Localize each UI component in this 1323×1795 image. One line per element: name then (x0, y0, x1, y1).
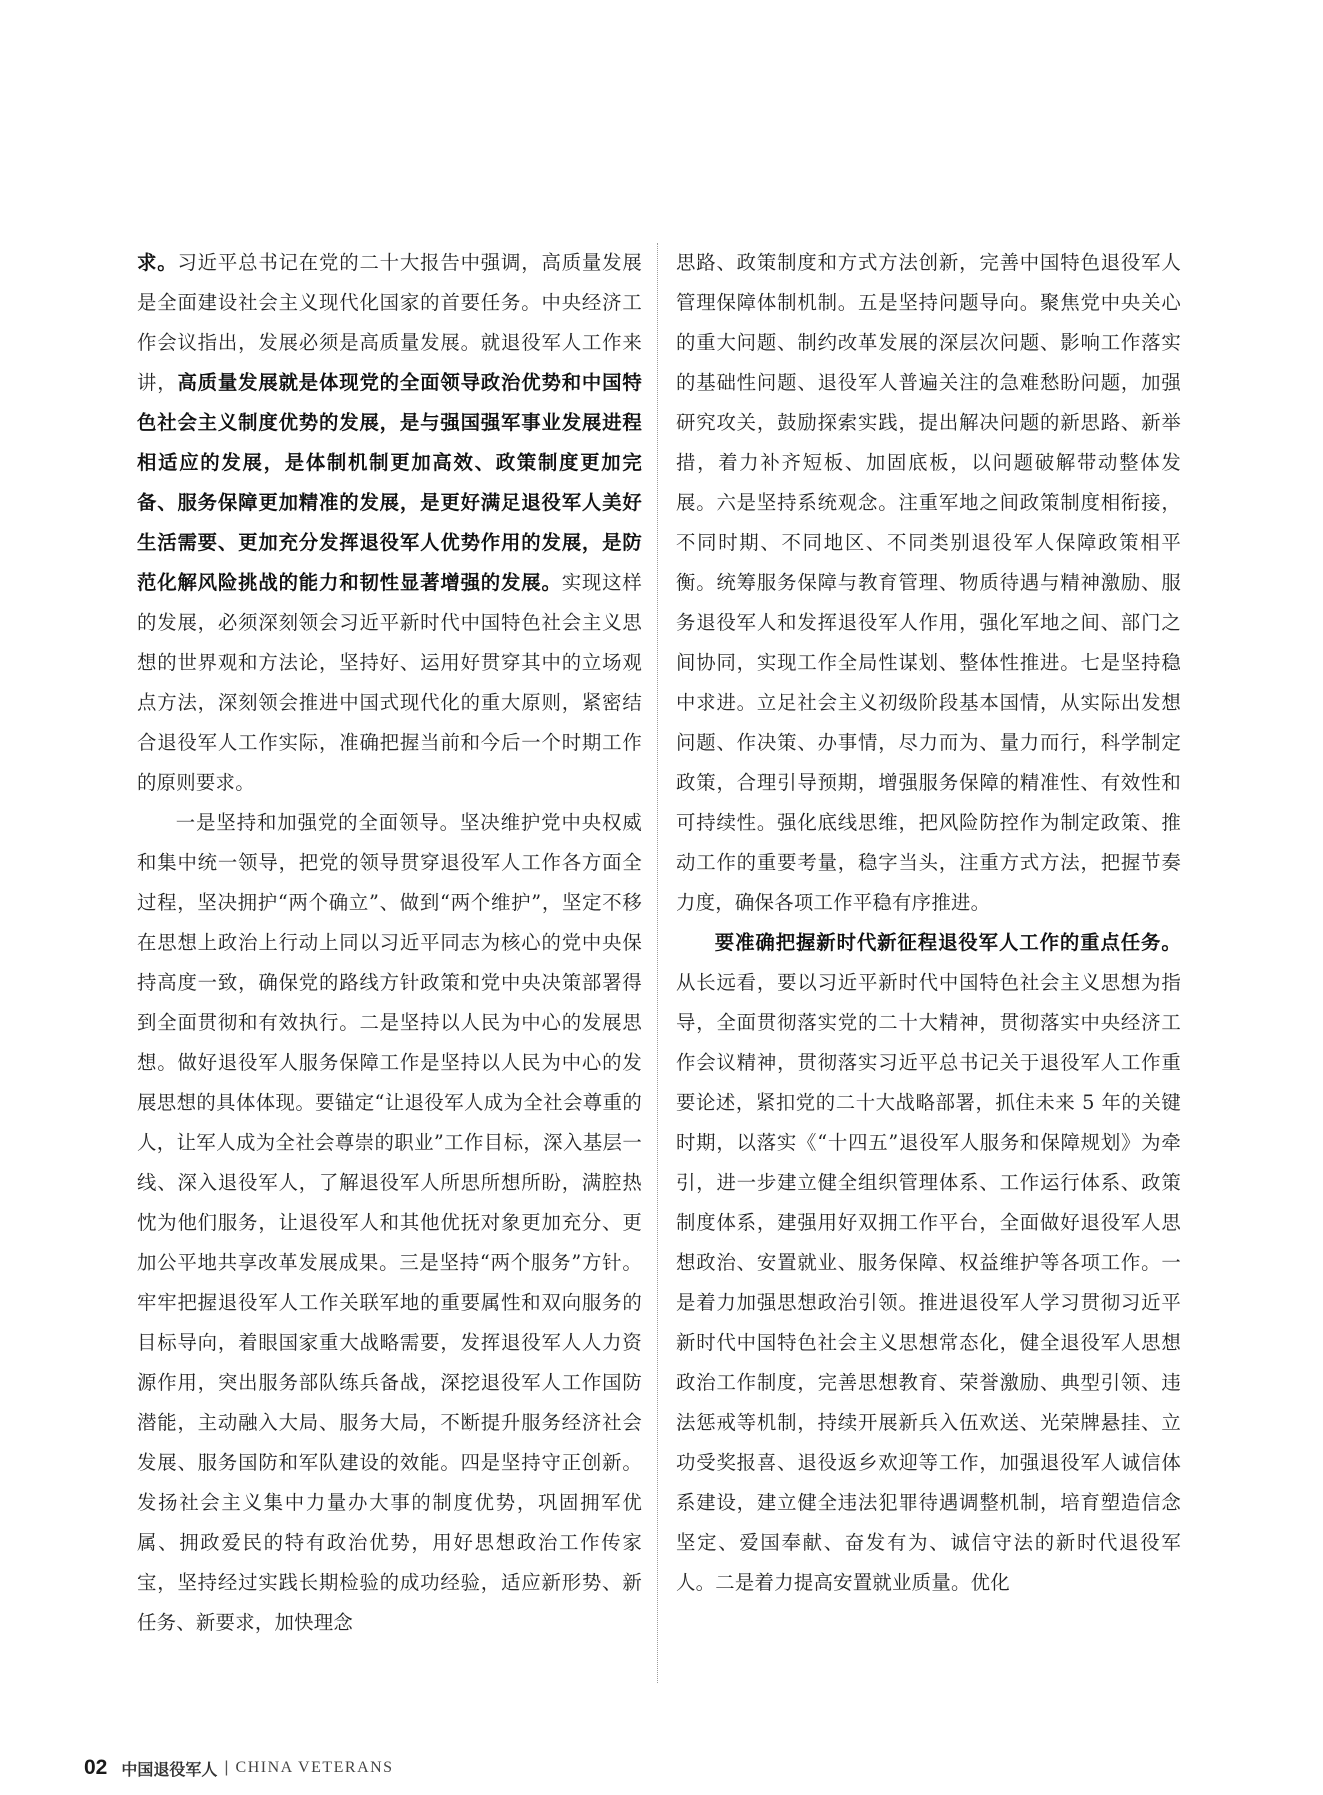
section-heading: 要准确把握新时代新征程退役军人工作的重点任务。 (714, 931, 1181, 954)
paragraph-text: 从长远看，要以习近平新时代中国特色社会主义思想为指导，全面贯彻落实党的二十大精神，贯彻落实中央经济工作会议精神，贯彻落实习近平总书记关于退役军人工作重要论述，紧扣党的二十大战略部署，抓住未来 5 年的关键时期，以落实《“十四五”退役军人服务和保障规划》为牵引，进一步建立健全组织管理体系、工作运行体系、政策制度体系，建强用好双拥工作平台，全面做好退役军人思想政治、安置就业、服务保障、权益维护等各项工作。一是着力加强思想政治引领。推进退役军人学习贯彻习近平新时代中国特色社会主义思想常态化，健全退役军人思想政治工作制度，完善思想教育、荣誉激励、典型引领、违法惩戒等机制，持续开展新兵入伍欢送、光荣牌悬挂、立功受奖报喜、退役返乡欢迎等工作，加强退役军人诚信体系建设，建立健全违法犯罪待遇调整机制，培育塑造信念坚定、爱国奉献、奋发有为、诚信守法的新时代退役军人。二是着力提高安置就业质量。优化 (676, 971, 1181, 1594)
footer-separator: | (224, 1759, 229, 1776)
page-number: 02 (84, 1756, 108, 1779)
bold-emphasis: 高质量发展就是体现党的全面领导政治优势和中国特色社会主义制度优势的发展，是与强国强军事业发展进程相适应的发展，是体制机制更加高效、政策制度更加完备、服务保障更加精准的发展，是更好满足退役军人美好生活需要、更加充分发挥退役军人优势作用的发展，是防范化解风险挑战的能力和韧性显著增强的发展。 (137, 371, 643, 594)
paragraph-text: 习近平总书记在党的二十大报告中强调，高质量发展是全面建设社会主义现代化国家的首要任务。中央经济工作会议指出，发展必须是高质量发展。就退役军人工作来讲， (137, 251, 643, 394)
page-footer (84, 1755, 394, 1781)
left-column (137, 243, 642, 1683)
right-column (676, 243, 1181, 1683)
magazine-name-en: CHINA VETERANS (235, 1759, 394, 1776)
bold-lead: 求。 (137, 251, 178, 274)
column-divider (657, 243, 658, 1683)
paragraph-text: 实现这样的发展，必须深刻领会习近平新时代中国特色社会主义思想的世界观和方法论，坚持好、运用好贯穿其中的立场观点方法，深刻领会推进中国式现代化的重大原则，紧密结合退役军人工作实际，准确把握当前和今后一个时期工作的原则要求。 (137, 571, 643, 794)
body-paragraph (676, 243, 1181, 923)
magazine-name-cn: 中国退役军人 (121, 1761, 218, 1779)
body-paragraph (137, 803, 642, 1643)
body-paragraph (137, 243, 642, 803)
paragraph-text: 一是坚持和加强党的全面领导。坚决维护党中央权威和集中统一领导，把党的领导贯穿退役军人工作各方面全过程，坚决拥护“两个确立”、做到“两个维护”，坚定不移在思想上政治上行动上同以习近平同志为核心的党中央保持高度一致，确保党的路线方针政策和党中央决策部署得到全面贯彻和有效执行。二是坚持以人民为中心的发展思想。做好退役军人服务保障工作是坚持以人民为中心的发展思想的具体体现。要锚定“让退役军人成为全社会尊重的人，让军人成为全社会尊崇的职业”工作目标，深入基层一线、深入退役军人，了解退役军人所思所想所盼，满腔热忱为他们服务，让退役军人和其他优抚对象更加充分、更加公平地共享改革发展成果。三是坚持“两个服务”方针。牢牢把握退役军人工作关联军地的重要属性和双向服务的目标导向，着眼国家重大战略需要，发挥退役军人人力资源作用，突出服务部队练兵备战，深挖退役军人工作国防潜能，主动融入大局、服务大局，不断提升服务经济社会发展、服务国防和军队建设的效能。四是坚持守正创新。发扬社会主义集中力量办大事的制度优势，巩固拥军优属、拥政爱民的特有政治优势，用好思想政治工作传家宝，坚持经过实践长期检验的成功经验，适应新形势、新任务、新要求，加快理念 (137, 811, 642, 1634)
paragraph-text: 思路、政策制度和方式方法创新，完善中国特色退役军人管理保障体制机制。五是坚持问题导向。聚焦党中央关心的重大问题、制约改革发展的深层次问题、影响工作落实的基础性问题、退役军人普遍关注的急难愁盼问题，加强研究攻关，鼓励探索实践，提出解决问题的新思路、新举措，着力补齐短板、加固底板，以问题破解带动整体发展。六是坚持系统观念。注重军地之间政策制度相衔接，不同时期、不同地区、不同类别退役军人保障政策相平衡。统筹服务保障与教育管理、物质待遇与精神激励、服务退役军人和发挥退役军人作用，强化军地之间、部门之间协同，实现工作全局性谋划、整体性推进。七是坚持稳中求进。立足社会主义初级阶段基本国情，从实际出发想问题、作决策、办事情，尽力而为、量力而行，科学制定政策，合理引导预期，增强服务保障的精准性、有效性和可持续性。强化底线思维，把风险防控作为制定政策、推动工作的重要考量，稳字当头，注重方式方法，把握节奏力度，确保各项工作平稳有序推进。 (676, 251, 1181, 914)
body-paragraph (676, 923, 1181, 1603)
